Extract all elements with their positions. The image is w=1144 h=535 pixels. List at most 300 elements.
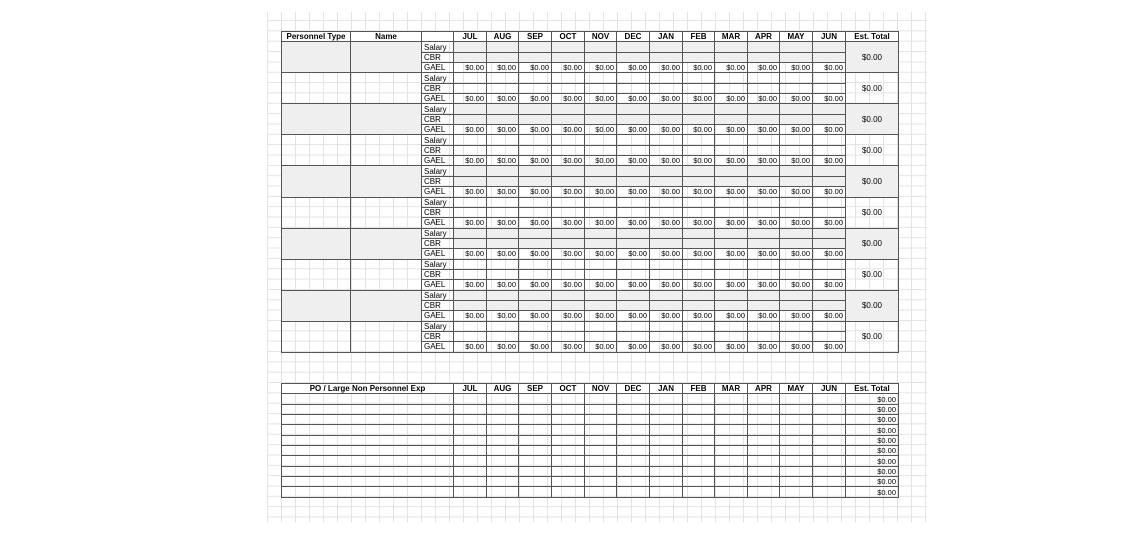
month-cell[interactable]: $0.00 xyxy=(813,94,846,104)
month-cell[interactable] xyxy=(683,404,715,414)
month-cell[interactable]: $0.00 xyxy=(780,218,813,228)
month-cell[interactable] xyxy=(813,269,846,279)
month-cell[interactable] xyxy=(519,290,552,300)
month-cell[interactable] xyxy=(650,425,683,435)
personnel-type-cell[interactable] xyxy=(282,228,351,259)
month-cell[interactable] xyxy=(454,300,487,310)
month-cell[interactable] xyxy=(617,42,650,52)
month-cell[interactable]: $0.00 xyxy=(683,280,715,290)
month-cell[interactable] xyxy=(617,331,650,341)
month-cell[interactable]: $0.00 xyxy=(585,187,617,197)
month-cell[interactable] xyxy=(519,176,552,186)
month-cell[interactable] xyxy=(519,425,552,435)
month-cell[interactable]: $0.00 xyxy=(454,218,487,228)
month-cell[interactable] xyxy=(617,394,650,404)
month-cell[interactable]: $0.00 xyxy=(487,218,519,228)
month-cell[interactable] xyxy=(454,176,487,186)
month-cell[interactable] xyxy=(813,415,846,425)
month-cell[interactable] xyxy=(585,456,617,466)
month-cell[interactable] xyxy=(487,197,519,207)
month-cell[interactable] xyxy=(748,73,780,83)
expense-description-cell[interactable] xyxy=(282,404,454,414)
month-cell[interactable] xyxy=(650,197,683,207)
month-cell[interactable] xyxy=(715,415,748,425)
month-cell[interactable]: $0.00 xyxy=(780,125,813,135)
month-cell[interactable] xyxy=(519,300,552,310)
month-cell[interactable] xyxy=(454,321,487,331)
month-cell[interactable] xyxy=(683,269,715,279)
month-cell[interactable] xyxy=(813,73,846,83)
month-cell[interactable] xyxy=(585,114,617,124)
month-cell[interactable] xyxy=(748,135,780,145)
month-cell[interactable] xyxy=(780,269,813,279)
month-cell[interactable] xyxy=(748,456,780,466)
month-cell[interactable] xyxy=(487,415,519,425)
month-cell[interactable] xyxy=(519,456,552,466)
month-cell[interactable]: $0.00 xyxy=(585,280,617,290)
month-cell[interactable] xyxy=(813,238,846,248)
month-cell[interactable]: $0.00 xyxy=(487,63,519,73)
month-cell[interactable]: $0.00 xyxy=(748,249,780,259)
month-cell[interactable] xyxy=(748,238,780,248)
month-cell[interactable] xyxy=(683,238,715,248)
month-cell[interactable] xyxy=(617,207,650,217)
month-cell[interactable] xyxy=(487,176,519,186)
month-cell[interactable] xyxy=(683,394,715,404)
month-cell[interactable] xyxy=(650,104,683,114)
month-cell[interactable]: $0.00 xyxy=(715,187,748,197)
month-cell[interactable] xyxy=(552,197,585,207)
month-cell[interactable]: $0.00 xyxy=(813,280,846,290)
month-cell[interactable] xyxy=(780,477,813,487)
month-cell[interactable] xyxy=(715,394,748,404)
month-cell[interactable] xyxy=(650,331,683,341)
month-cell[interactable] xyxy=(487,290,519,300)
month-cell[interactable] xyxy=(519,269,552,279)
month-cell[interactable] xyxy=(715,477,748,487)
month-cell[interactable] xyxy=(650,145,683,155)
month-cell[interactable] xyxy=(650,259,683,269)
month-cell[interactable] xyxy=(715,114,748,124)
month-cell[interactable] xyxy=(617,487,650,497)
month-cell[interactable] xyxy=(487,394,519,404)
personnel-name-cell[interactable] xyxy=(351,104,422,135)
month-cell[interactable] xyxy=(780,415,813,425)
month-cell[interactable] xyxy=(454,197,487,207)
month-cell[interactable] xyxy=(683,228,715,238)
month-cell[interactable]: $0.00 xyxy=(454,94,487,104)
month-cell[interactable] xyxy=(519,52,552,62)
month-cell[interactable] xyxy=(715,135,748,145)
month-cell[interactable] xyxy=(748,104,780,114)
month-cell[interactable] xyxy=(780,456,813,466)
month-cell[interactable]: $0.00 xyxy=(780,249,813,259)
month-cell[interactable] xyxy=(617,114,650,124)
month-cell[interactable] xyxy=(748,331,780,341)
month-cell[interactable] xyxy=(683,83,715,93)
month-cell[interactable] xyxy=(552,487,585,497)
month-cell[interactable]: $0.00 xyxy=(683,218,715,228)
month-cell[interactable] xyxy=(715,456,748,466)
month-cell[interactable]: $0.00 xyxy=(780,187,813,197)
month-cell[interactable] xyxy=(585,83,617,93)
month-cell[interactable] xyxy=(585,466,617,476)
month-cell[interactable] xyxy=(715,145,748,155)
month-cell[interactable]: $0.00 xyxy=(454,280,487,290)
personnel-type-cell[interactable] xyxy=(282,321,351,352)
month-cell[interactable] xyxy=(650,477,683,487)
month-cell[interactable] xyxy=(454,415,487,425)
month-cell[interactable] xyxy=(487,145,519,155)
month-cell[interactable] xyxy=(487,331,519,341)
month-cell[interactable]: $0.00 xyxy=(454,342,487,352)
month-cell[interactable]: $0.00 xyxy=(715,249,748,259)
month-cell[interactable] xyxy=(683,425,715,435)
month-cell[interactable] xyxy=(552,104,585,114)
month-cell[interactable] xyxy=(748,228,780,238)
month-cell[interactable] xyxy=(813,166,846,176)
month-cell[interactable]: $0.00 xyxy=(650,156,683,166)
month-cell[interactable] xyxy=(748,394,780,404)
month-cell[interactable] xyxy=(585,238,617,248)
month-cell[interactable]: $0.00 xyxy=(487,187,519,197)
month-cell[interactable]: $0.00 xyxy=(780,156,813,166)
month-cell[interactable]: $0.00 xyxy=(585,249,617,259)
month-cell[interactable] xyxy=(487,466,519,476)
month-cell[interactable] xyxy=(683,331,715,341)
month-cell[interactable] xyxy=(617,456,650,466)
month-cell[interactable] xyxy=(715,446,748,456)
month-cell[interactable]: $0.00 xyxy=(519,218,552,228)
month-cell[interactable] xyxy=(585,331,617,341)
month-cell[interactable] xyxy=(650,269,683,279)
month-cell[interactable]: $0.00 xyxy=(552,280,585,290)
month-cell[interactable] xyxy=(519,73,552,83)
month-cell[interactable] xyxy=(454,446,487,456)
month-cell[interactable] xyxy=(650,404,683,414)
month-cell[interactable] xyxy=(519,104,552,114)
month-cell[interactable] xyxy=(519,259,552,269)
month-cell[interactable]: $0.00 xyxy=(487,156,519,166)
month-cell[interactable]: $0.00 xyxy=(552,125,585,135)
month-cell[interactable] xyxy=(552,207,585,217)
month-cell[interactable] xyxy=(813,290,846,300)
month-cell[interactable]: $0.00 xyxy=(813,156,846,166)
month-cell[interactable] xyxy=(552,114,585,124)
month-cell[interactable]: $0.00 xyxy=(748,156,780,166)
month-cell[interactable] xyxy=(748,114,780,124)
month-cell[interactable] xyxy=(617,104,650,114)
month-cell[interactable] xyxy=(650,114,683,124)
month-cell[interactable] xyxy=(813,331,846,341)
month-cell[interactable]: $0.00 xyxy=(519,125,552,135)
month-cell[interactable] xyxy=(552,42,585,52)
month-cell[interactable] xyxy=(552,466,585,476)
month-cell[interactable] xyxy=(519,114,552,124)
month-cell[interactable] xyxy=(519,331,552,341)
month-cell[interactable] xyxy=(715,42,748,52)
month-cell[interactable] xyxy=(780,83,813,93)
month-cell[interactable] xyxy=(715,176,748,186)
month-cell[interactable] xyxy=(519,435,552,445)
month-cell[interactable] xyxy=(715,73,748,83)
month-cell[interactable] xyxy=(617,404,650,414)
month-cell[interactable] xyxy=(683,197,715,207)
month-cell[interactable] xyxy=(519,42,552,52)
month-cell[interactable] xyxy=(780,394,813,404)
month-cell[interactable]: $0.00 xyxy=(715,125,748,135)
month-cell[interactable] xyxy=(683,435,715,445)
month-cell[interactable]: $0.00 xyxy=(715,342,748,352)
month-cell[interactable] xyxy=(780,42,813,52)
month-cell[interactable] xyxy=(585,104,617,114)
month-cell[interactable] xyxy=(780,73,813,83)
month-cell[interactable]: $0.00 xyxy=(780,280,813,290)
month-cell[interactable] xyxy=(454,42,487,52)
month-cell[interactable] xyxy=(715,207,748,217)
month-cell[interactable] xyxy=(715,166,748,176)
month-cell[interactable] xyxy=(487,83,519,93)
month-cell[interactable] xyxy=(552,73,585,83)
expense-description-cell[interactable] xyxy=(282,477,454,487)
month-cell[interactable] xyxy=(585,52,617,62)
month-cell[interactable]: $0.00 xyxy=(552,218,585,228)
month-cell[interactable] xyxy=(715,404,748,414)
personnel-name-cell[interactable] xyxy=(351,135,422,166)
month-cell[interactable] xyxy=(487,435,519,445)
month-cell[interactable] xyxy=(454,456,487,466)
month-cell[interactable]: $0.00 xyxy=(552,249,585,259)
month-cell[interactable] xyxy=(650,83,683,93)
month-cell[interactable] xyxy=(454,425,487,435)
month-cell[interactable] xyxy=(813,207,846,217)
month-cell[interactable] xyxy=(519,446,552,456)
month-cell[interactable] xyxy=(454,135,487,145)
personnel-type-cell[interactable] xyxy=(282,259,351,290)
month-cell[interactable] xyxy=(650,435,683,445)
month-cell[interactable] xyxy=(552,83,585,93)
month-cell[interactable] xyxy=(454,207,487,217)
month-cell[interactable]: $0.00 xyxy=(585,94,617,104)
month-cell[interactable]: $0.00 xyxy=(519,187,552,197)
personnel-name-cell[interactable] xyxy=(351,197,422,228)
month-cell[interactable] xyxy=(454,487,487,497)
month-cell[interactable] xyxy=(813,197,846,207)
month-cell[interactable] xyxy=(454,83,487,93)
month-cell[interactable]: $0.00 xyxy=(552,156,585,166)
month-cell[interactable] xyxy=(585,269,617,279)
month-cell[interactable] xyxy=(813,114,846,124)
month-cell[interactable] xyxy=(715,228,748,238)
month-cell[interactable] xyxy=(454,73,487,83)
month-cell[interactable] xyxy=(650,166,683,176)
month-cell[interactable] xyxy=(650,321,683,331)
month-cell[interactable] xyxy=(585,145,617,155)
month-cell[interactable] xyxy=(813,52,846,62)
month-cell[interactable] xyxy=(748,466,780,476)
month-cell[interactable] xyxy=(650,135,683,145)
month-cell[interactable]: $0.00 xyxy=(813,218,846,228)
month-cell[interactable] xyxy=(617,238,650,248)
month-cell[interactable]: $0.00 xyxy=(617,187,650,197)
month-cell[interactable] xyxy=(813,456,846,466)
month-cell[interactable] xyxy=(585,404,617,414)
month-cell[interactable] xyxy=(748,415,780,425)
month-cell[interactable] xyxy=(650,228,683,238)
month-cell[interactable] xyxy=(454,104,487,114)
month-cell[interactable]: $0.00 xyxy=(519,249,552,259)
expense-description-cell[interactable] xyxy=(282,425,454,435)
month-cell[interactable] xyxy=(617,466,650,476)
month-cell[interactable]: $0.00 xyxy=(650,218,683,228)
month-cell[interactable]: $0.00 xyxy=(454,249,487,259)
month-cell[interactable] xyxy=(715,238,748,248)
month-cell[interactable] xyxy=(552,176,585,186)
expense-description-cell[interactable] xyxy=(282,394,454,404)
month-cell[interactable] xyxy=(617,83,650,93)
month-cell[interactable] xyxy=(617,135,650,145)
month-cell[interactable]: $0.00 xyxy=(617,156,650,166)
month-cell[interactable] xyxy=(650,466,683,476)
month-cell[interactable]: $0.00 xyxy=(813,249,846,259)
personnel-name-cell[interactable] xyxy=(351,290,422,321)
month-cell[interactable] xyxy=(487,269,519,279)
month-cell[interactable] xyxy=(617,145,650,155)
month-cell[interactable] xyxy=(552,446,585,456)
month-cell[interactable] xyxy=(454,435,487,445)
month-cell[interactable] xyxy=(683,487,715,497)
month-cell[interactable]: $0.00 xyxy=(487,125,519,135)
month-cell[interactable] xyxy=(519,166,552,176)
month-cell[interactable] xyxy=(585,425,617,435)
month-cell[interactable] xyxy=(813,487,846,497)
month-cell[interactable] xyxy=(683,104,715,114)
month-cell[interactable] xyxy=(585,321,617,331)
month-cell[interactable] xyxy=(454,166,487,176)
month-cell[interactable]: $0.00 xyxy=(552,63,585,73)
month-cell[interactable]: $0.00 xyxy=(813,187,846,197)
month-cell[interactable] xyxy=(748,435,780,445)
month-cell[interactable] xyxy=(487,166,519,176)
month-cell[interactable] xyxy=(780,207,813,217)
personnel-name-cell[interactable] xyxy=(351,228,422,259)
month-cell[interactable] xyxy=(552,331,585,341)
month-cell[interactable] xyxy=(780,145,813,155)
month-cell[interactable]: $0.00 xyxy=(585,311,617,321)
month-cell[interactable]: $0.00 xyxy=(715,63,748,73)
month-cell[interactable] xyxy=(552,415,585,425)
month-cell[interactable] xyxy=(487,228,519,238)
month-cell[interactable] xyxy=(650,487,683,497)
month-cell[interactable]: $0.00 xyxy=(748,187,780,197)
month-cell[interactable] xyxy=(780,466,813,476)
month-cell[interactable] xyxy=(780,425,813,435)
month-cell[interactable] xyxy=(585,435,617,445)
month-cell[interactable] xyxy=(585,300,617,310)
month-cell[interactable] xyxy=(552,394,585,404)
month-cell[interactable] xyxy=(813,135,846,145)
month-cell[interactable] xyxy=(715,104,748,114)
month-cell[interactable] xyxy=(715,425,748,435)
personnel-name-cell[interactable] xyxy=(351,259,422,290)
month-cell[interactable] xyxy=(585,228,617,238)
month-cell[interactable]: $0.00 xyxy=(748,280,780,290)
month-cell[interactable] xyxy=(519,415,552,425)
month-cell[interactable] xyxy=(487,52,519,62)
month-cell[interactable] xyxy=(715,290,748,300)
month-cell[interactable]: $0.00 xyxy=(519,311,552,321)
month-cell[interactable] xyxy=(519,321,552,331)
month-cell[interactable] xyxy=(519,145,552,155)
month-cell[interactable]: $0.00 xyxy=(780,311,813,321)
month-cell[interactable]: $0.00 xyxy=(585,125,617,135)
month-cell[interactable]: $0.00 xyxy=(650,125,683,135)
month-cell[interactable]: $0.00 xyxy=(813,63,846,73)
month-cell[interactable] xyxy=(552,300,585,310)
month-cell[interactable] xyxy=(454,466,487,476)
month-cell[interactable] xyxy=(454,477,487,487)
month-cell[interactable]: $0.00 xyxy=(650,63,683,73)
month-cell[interactable] xyxy=(683,207,715,217)
month-cell[interactable] xyxy=(617,176,650,186)
month-cell[interactable]: $0.00 xyxy=(487,342,519,352)
month-cell[interactable] xyxy=(813,477,846,487)
personnel-type-cell[interactable] xyxy=(282,42,351,73)
month-cell[interactable]: $0.00 xyxy=(617,311,650,321)
month-cell[interactable] xyxy=(487,446,519,456)
month-cell[interactable]: $0.00 xyxy=(454,125,487,135)
month-cell[interactable]: $0.00 xyxy=(748,218,780,228)
month-cell[interactable] xyxy=(585,415,617,425)
month-cell[interactable] xyxy=(683,145,715,155)
month-cell[interactable] xyxy=(487,456,519,466)
month-cell[interactable] xyxy=(683,114,715,124)
month-cell[interactable] xyxy=(552,238,585,248)
personnel-type-cell[interactable] xyxy=(282,135,351,166)
month-cell[interactable] xyxy=(780,487,813,497)
month-cell[interactable] xyxy=(552,321,585,331)
month-cell[interactable] xyxy=(650,238,683,248)
month-cell[interactable] xyxy=(487,238,519,248)
month-cell[interactable] xyxy=(683,446,715,456)
month-cell[interactable] xyxy=(519,394,552,404)
month-cell[interactable] xyxy=(813,394,846,404)
month-cell[interactable] xyxy=(780,259,813,269)
month-cell[interactable]: $0.00 xyxy=(585,218,617,228)
month-cell[interactable]: $0.00 xyxy=(650,249,683,259)
month-cell[interactable] xyxy=(585,166,617,176)
month-cell[interactable] xyxy=(552,404,585,414)
month-cell[interactable] xyxy=(683,135,715,145)
month-cell[interactable] xyxy=(552,290,585,300)
month-cell[interactable]: $0.00 xyxy=(617,125,650,135)
month-cell[interactable] xyxy=(650,446,683,456)
month-cell[interactable] xyxy=(748,52,780,62)
month-cell[interactable] xyxy=(650,176,683,186)
month-cell[interactable] xyxy=(748,321,780,331)
personnel-type-cell[interactable] xyxy=(282,197,351,228)
month-cell[interactable] xyxy=(552,477,585,487)
month-cell[interactable] xyxy=(552,259,585,269)
month-cell[interactable] xyxy=(780,176,813,186)
month-cell[interactable] xyxy=(454,114,487,124)
personnel-name-cell[interactable] xyxy=(351,42,422,73)
month-cell[interactable]: $0.00 xyxy=(683,125,715,135)
month-cell[interactable]: $0.00 xyxy=(585,342,617,352)
month-cell[interactable] xyxy=(454,331,487,341)
month-cell[interactable] xyxy=(683,300,715,310)
month-cell[interactable] xyxy=(585,42,617,52)
